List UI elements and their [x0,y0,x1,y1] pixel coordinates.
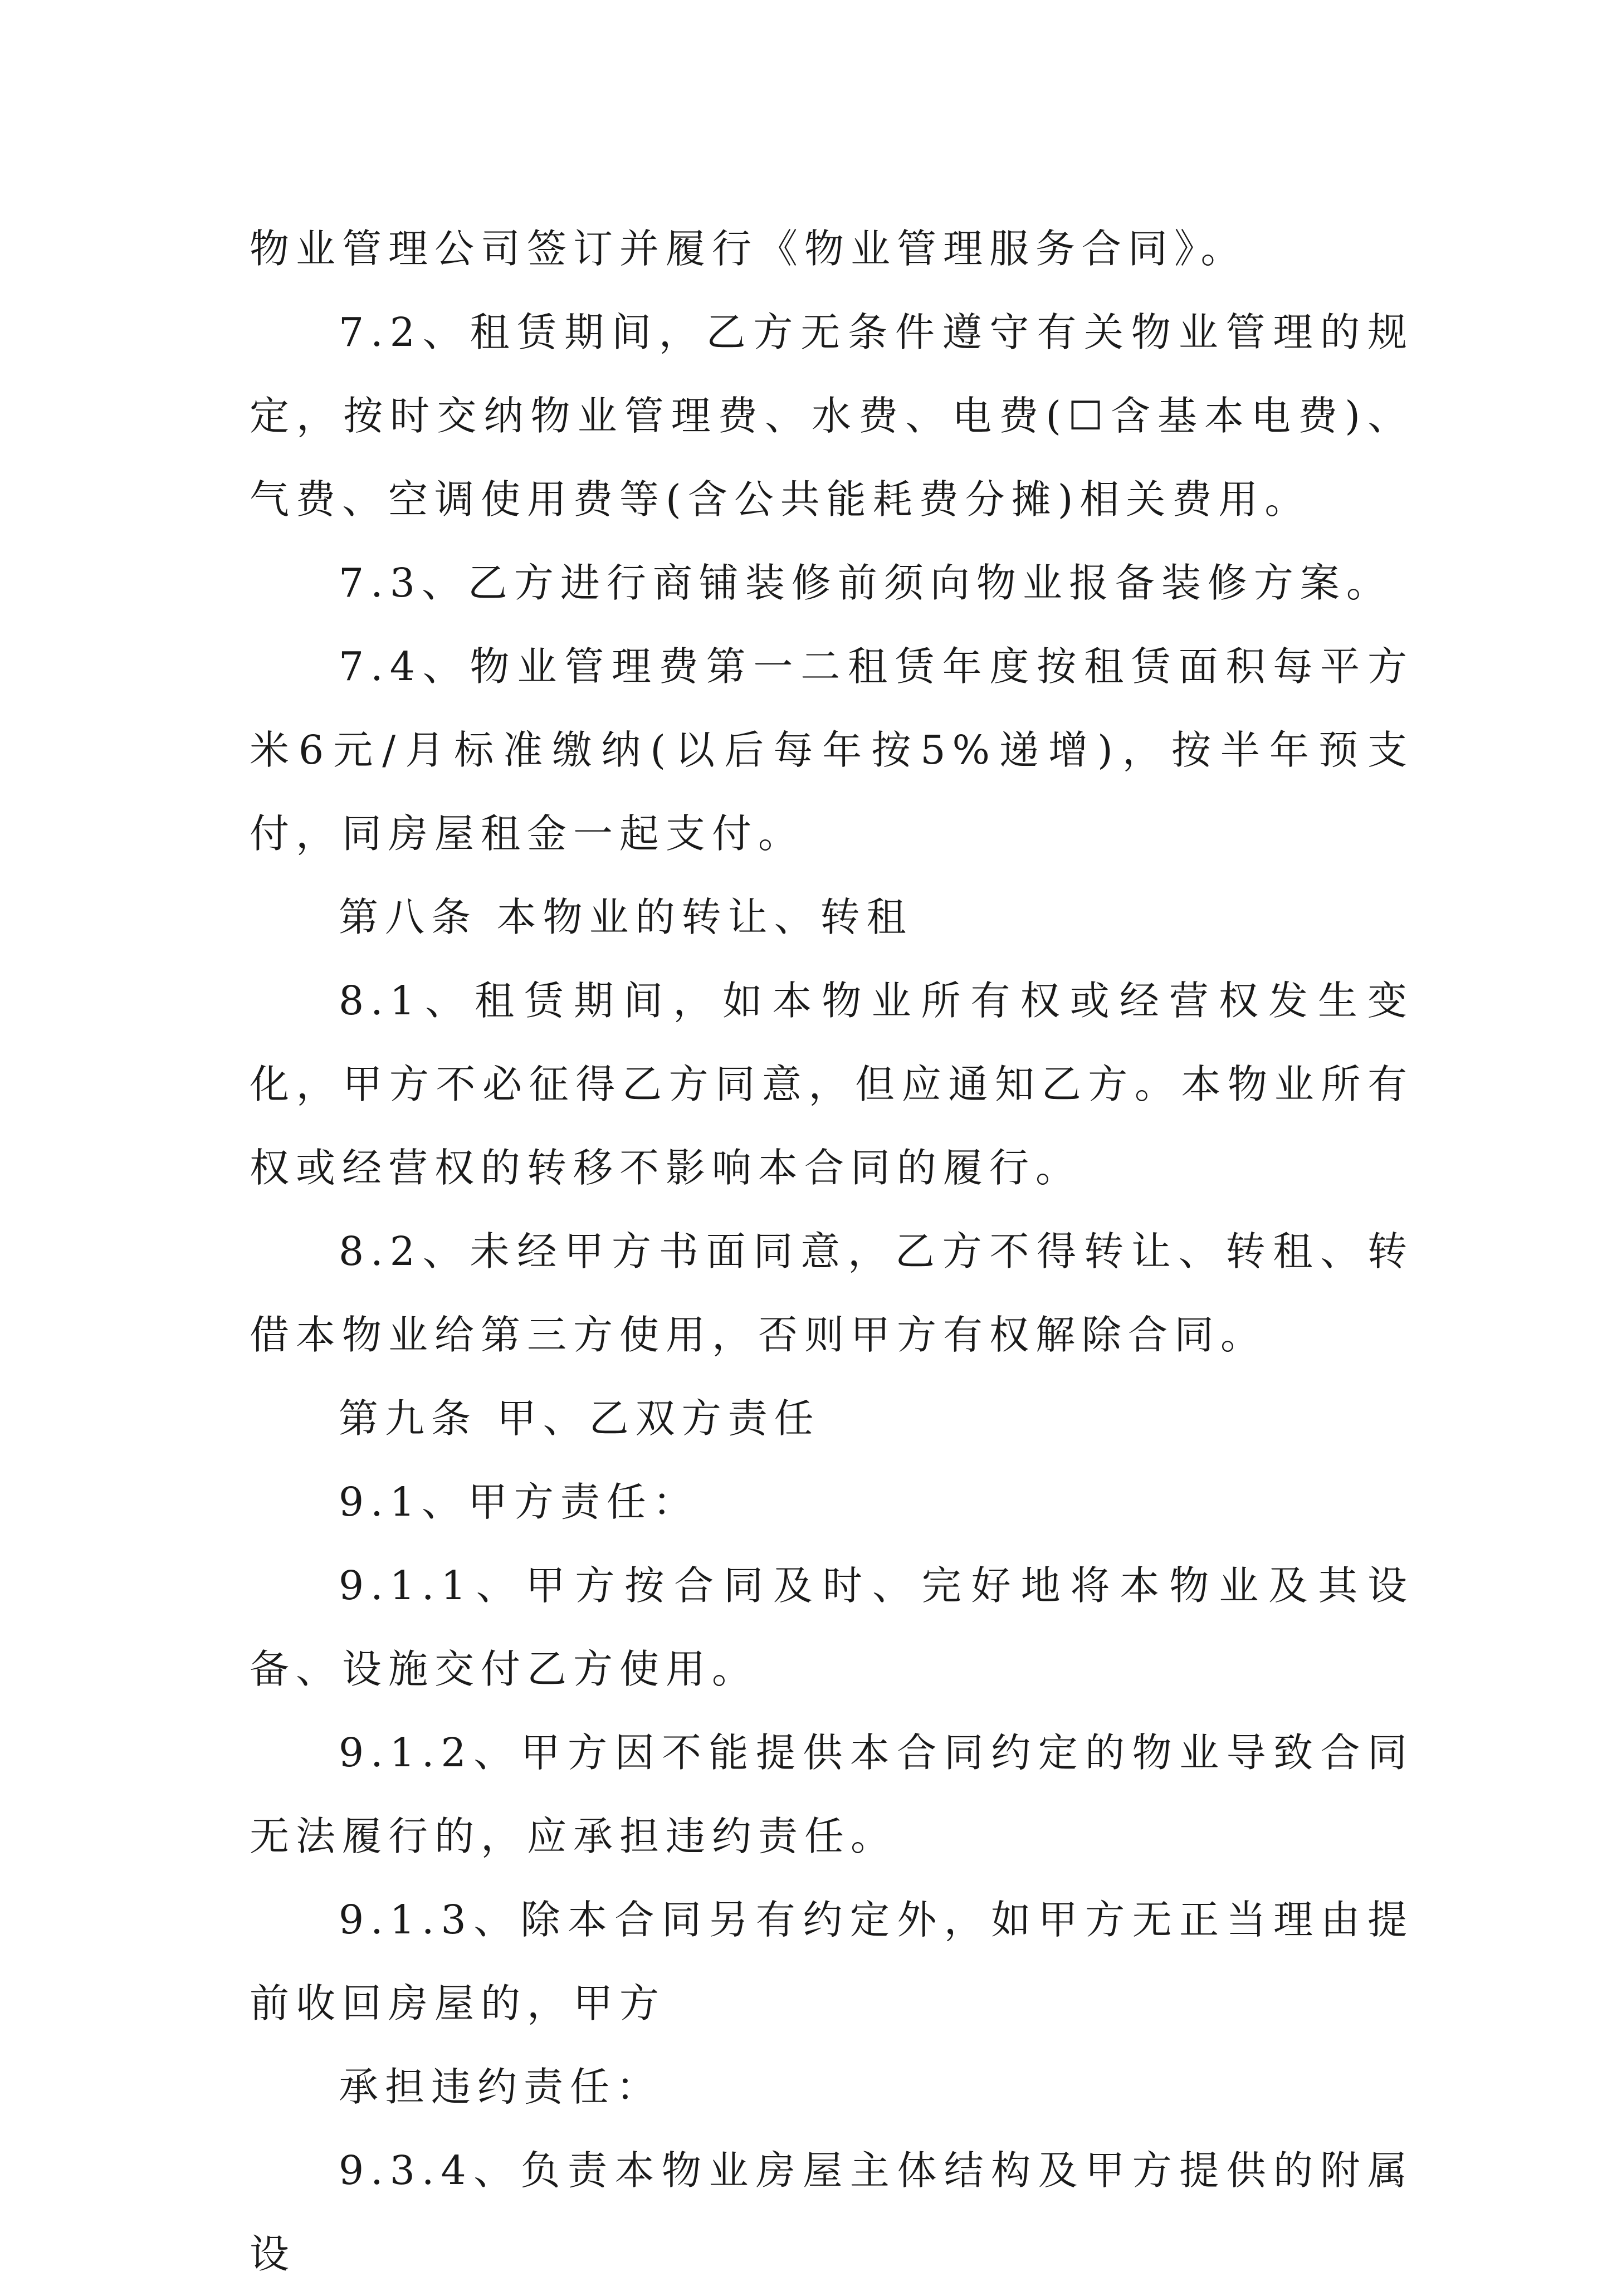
paragraph: 9.1.1、甲方按合同及时、完好地将本物业及其设备、设施交付乙方使用。 [250,1562,1414,1692]
paragraph: 9.3.4、负责本物业房屋主体结构及甲方提供的附属设 [250,2147,1414,2277]
paragraph: 承担违约责任： [339,2064,663,2110]
paragraph: 9.1、甲方责任： [339,1479,699,1525]
paragraph: 7.4、物业管理费第一二租赁年度按租赁面积每平方米6元/月标准缴纳(以后每年按5%递增)，按半年预支付，同房屋租金一起支付。 [250,643,1414,857]
paragraph: 7.2、租赁期间，乙方无条件遵守有关物业管理的规定，按时交纳物业管理费、水费、电费(☐含基本电费)、气费、空调使用费等(含公共能耗费分摊)相关费用。 [250,309,1414,522]
document-body [250,207,1414,2296]
paragraph: 9.1.2、甲方因不能提供本合同约定的物业导致合同无法履行的，应承担违约责任。 [250,1730,1414,1859]
paragraph: 7.3、乙方进行商铺装修前须向物业报备装修方案。 [339,560,1393,606]
section-heading: 第八条 本物业的转让、转租 [339,894,913,940]
section-heading: 第九条 甲、乙双方责任 [339,1395,820,1442]
paragraph: 8.2、未经甲方书面同意，乙方不得转让、转租、转借本物业给第三方使用，否则甲方有权解除合同。 [250,1228,1414,1358]
paragraph: 8.1、租赁期间，如本物业所有权或经营权发生变化，甲方不必征得乙方同意，但应通知乙方。本物业所有权或经营权的转移不影响本合同的履行。 [250,978,1414,1191]
paragraph: 物业管理公司签订并履行《物业管理服务合同》。 [250,226,1247,272]
paragraph: 9.1.3、除本合同另有约定外，如甲方无正当理由提前收回房屋的，甲方 [250,1897,1414,2026]
